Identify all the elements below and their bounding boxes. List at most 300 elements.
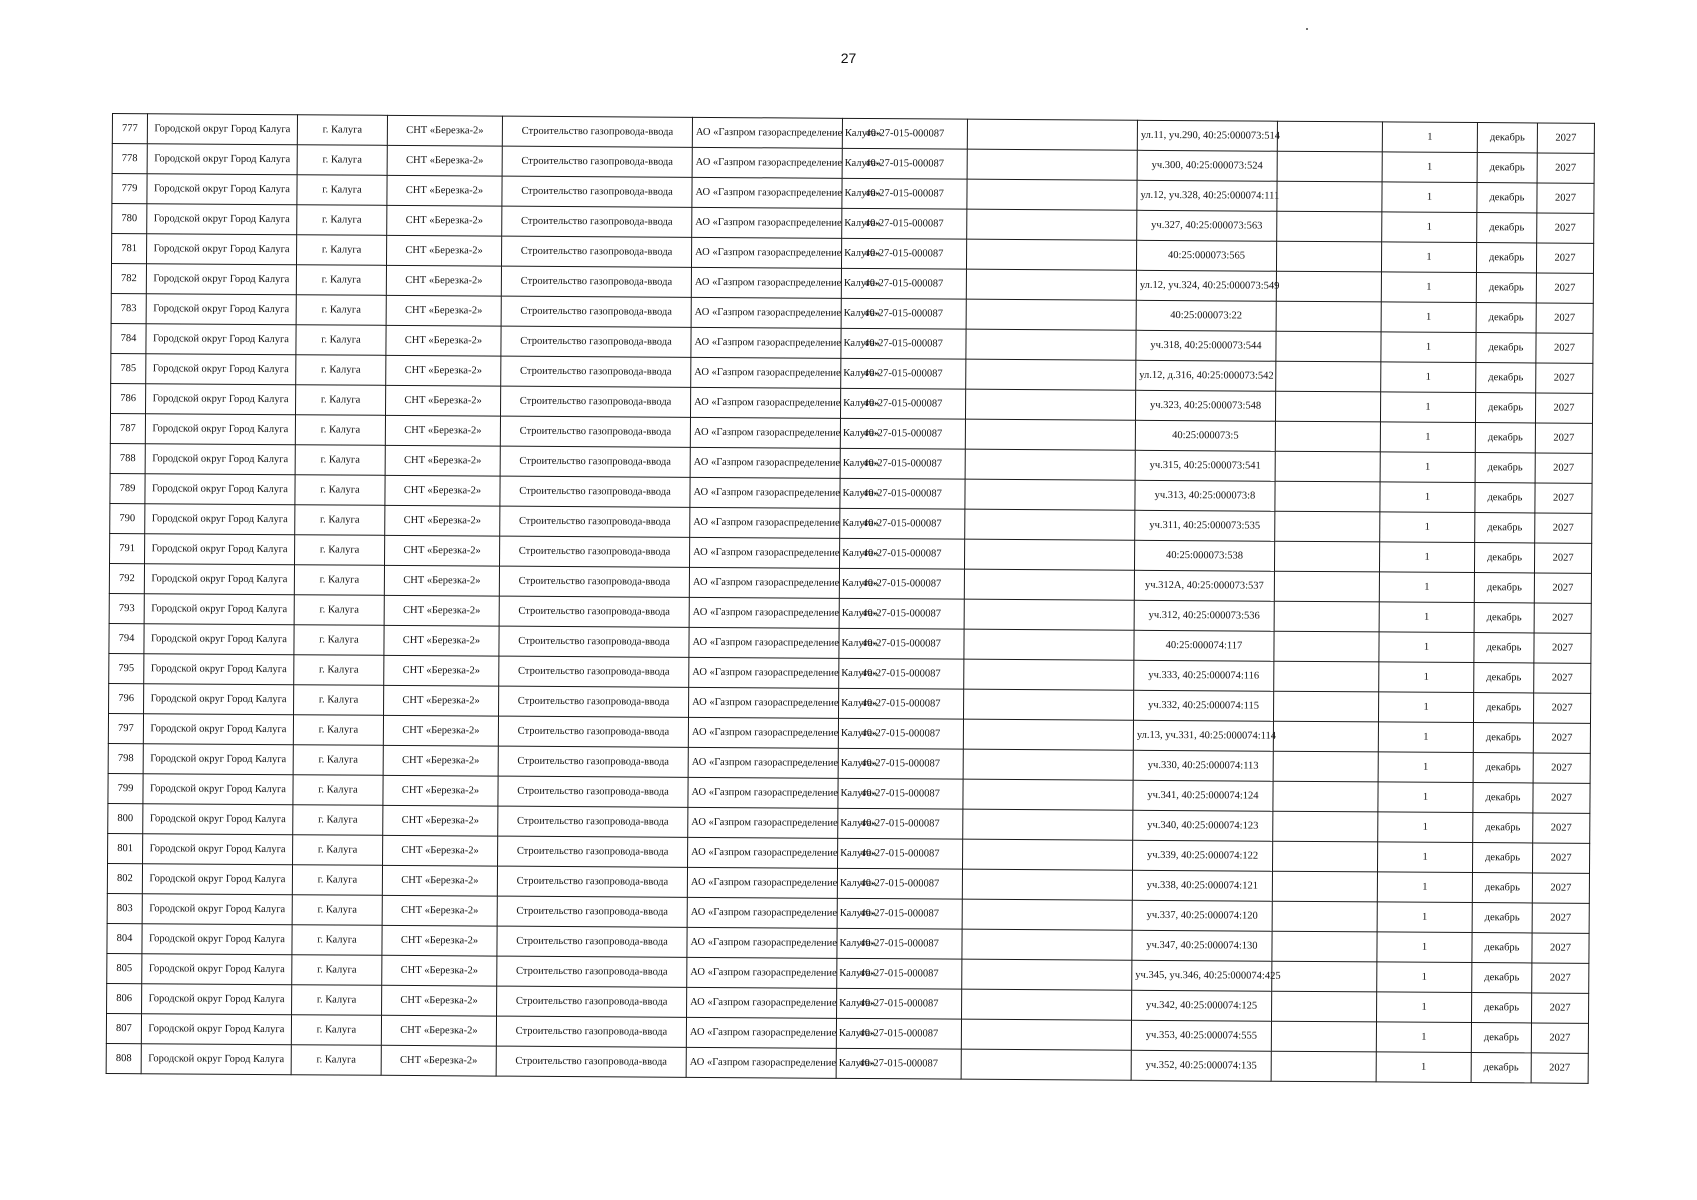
cell-empty-column-2 bbox=[1276, 361, 1381, 392]
cell-row-number: 786 bbox=[111, 383, 146, 413]
cell-year: 2027 bbox=[1534, 663, 1591, 693]
cell-empty-column-2 bbox=[1273, 691, 1378, 722]
cell-city: г. Калуга bbox=[293, 745, 383, 776]
cell-program-code: 40-27-015-000087 bbox=[836, 1048, 961, 1079]
cell-row-number: 790 bbox=[110, 503, 145, 533]
cell-program-code: 40-27-015-000087 bbox=[841, 328, 966, 359]
cell-row-number: 791 bbox=[110, 533, 145, 563]
cell-program-code: 40-27-015-000087 bbox=[841, 358, 966, 389]
cell-plot-address: уч.338, 40:25:000074:121 bbox=[1132, 870, 1272, 901]
cell-row-number: 784 bbox=[111, 323, 146, 353]
cell-quantity: 1 bbox=[1380, 452, 1475, 483]
cell-organization: АО «Газпром газораспределение Калуга» bbox=[688, 807, 838, 838]
cell-empty-column bbox=[963, 749, 1133, 780]
cell-works-type: Строительство газопровода-ввода bbox=[498, 776, 688, 807]
cell-month: декабрь bbox=[1473, 723, 1533, 753]
cell-works-type: Строительство газопровода-ввода bbox=[502, 146, 692, 177]
cell-month: декабрь bbox=[1472, 903, 1532, 933]
cell-empty-column bbox=[966, 359, 1136, 390]
cell-settlement: СНТ «Березка-2» bbox=[387, 175, 502, 206]
cell-year: 2027 bbox=[1536, 363, 1593, 393]
cell-row-number: 778 bbox=[112, 144, 147, 174]
cell-empty-column bbox=[966, 329, 1136, 360]
cell-month: декабрь bbox=[1475, 393, 1535, 423]
cell-year: 2027 bbox=[1535, 453, 1592, 483]
cell-settlement: СНТ «Березка-2» bbox=[384, 685, 499, 716]
cell-city: г. Калуга bbox=[293, 835, 383, 866]
cell-empty-column-2 bbox=[1276, 241, 1381, 272]
cell-city: г. Калуга bbox=[292, 955, 382, 986]
cell-organization: АО «Газпром газораспределение Калуга» bbox=[687, 867, 837, 898]
cell-plot-address: ул.12, д.316, 40:25:000073:542 bbox=[1136, 360, 1276, 391]
cell-empty-column-2 bbox=[1274, 571, 1379, 602]
cell-works-type: Строительство газопровода-ввода bbox=[496, 1016, 686, 1047]
cell-municipality: Городской округ Город Калуга bbox=[141, 1014, 291, 1045]
cell-settlement: СНТ «Березка-2» bbox=[383, 715, 498, 746]
cell-plot-address: уч.333, 40:25:000074:116 bbox=[1134, 660, 1274, 691]
cell-empty-column-2 bbox=[1272, 991, 1377, 1022]
cell-works-type: Строительство газопровода-ввода bbox=[500, 446, 690, 477]
cell-program-code: 40-27-015-000087 bbox=[839, 568, 964, 599]
cell-organization: АО «Газпром газораспределение Калуга» bbox=[691, 357, 841, 388]
cell-empty-column-2 bbox=[1275, 511, 1380, 542]
cell-empty-column bbox=[966, 239, 1136, 270]
cell-row-number: 806 bbox=[107, 983, 142, 1013]
cell-month: декабрь bbox=[1474, 603, 1534, 633]
cell-city: г. Калуга bbox=[292, 895, 382, 926]
cell-plot-address: уч.330, 40:25:000074:113 bbox=[1133, 750, 1273, 781]
cell-year: 2027 bbox=[1535, 483, 1592, 513]
cell-works-type: Строительство газопровода-ввода bbox=[496, 1046, 686, 1077]
cell-year: 2027 bbox=[1534, 573, 1591, 603]
cell-empty-column bbox=[965, 449, 1135, 480]
cell-plot-address: 40:25:000073:565 bbox=[1136, 240, 1276, 271]
cell-plot-address: уч.332, 40:25:000074:115 bbox=[1133, 690, 1273, 721]
cell-program-code: 40-27-015-000087 bbox=[838, 808, 963, 839]
cell-empty-column bbox=[966, 299, 1136, 330]
cell-month: декабрь bbox=[1473, 813, 1533, 843]
cell-month: декабрь bbox=[1472, 963, 1532, 993]
cell-settlement: СНТ «Березка-2» bbox=[386, 325, 501, 356]
cell-municipality: Городской округ Город Калуга bbox=[144, 684, 294, 715]
cell-settlement: СНТ «Березка-2» bbox=[381, 1045, 496, 1076]
cell-works-type: Строительство газопровода-ввода bbox=[497, 866, 687, 897]
cell-organization: АО «Газпром газораспределение Калуга» bbox=[690, 447, 840, 478]
cell-municipality: Городской округ Город Калуга bbox=[147, 234, 297, 265]
cell-organization: АО «Газпром газораспределение Калуга» bbox=[691, 237, 841, 268]
page-number: 27 bbox=[840, 50, 857, 66]
cell-quantity: 1 bbox=[1378, 722, 1473, 753]
cell-settlement: СНТ «Березка-2» bbox=[385, 475, 500, 506]
cell-month: декабрь bbox=[1473, 693, 1533, 723]
cell-city: г. Калуга bbox=[294, 625, 384, 656]
cell-city: г. Калуга bbox=[295, 415, 385, 446]
cell-row-number: 777 bbox=[112, 114, 147, 144]
cell-works-type: Строительство газопровода-ввода bbox=[497, 956, 687, 987]
cell-quantity: 1 bbox=[1379, 632, 1474, 663]
cell-quantity: 1 bbox=[1380, 512, 1475, 543]
cell-program-code: 40-27-015-000087 bbox=[841, 298, 966, 329]
cell-municipality: Городской округ Город Калуга bbox=[145, 414, 295, 445]
cell-empty-column-2 bbox=[1274, 661, 1379, 692]
cell-plot-address: уч.313, 40:25:000073:8 bbox=[1135, 480, 1275, 511]
cell-row-number: 808 bbox=[106, 1043, 141, 1073]
cell-empty-column bbox=[965, 419, 1135, 450]
cell-plot-address: 40:25:000074:117 bbox=[1134, 630, 1274, 661]
cell-organization: АО «Газпром газораспределение Калуга» bbox=[686, 1017, 836, 1048]
cell-municipality: Городской округ Город Калуга bbox=[142, 864, 292, 895]
cell-program-code: 40-27-015-000087 bbox=[842, 178, 967, 209]
cell-empty-column bbox=[962, 959, 1132, 990]
cell-works-type: Строительство газопровода-ввода bbox=[502, 176, 692, 207]
cell-month: декабрь bbox=[1474, 573, 1534, 603]
cell-year: 2027 bbox=[1533, 693, 1590, 723]
cell-works-type: Строительство газопровода-ввода bbox=[501, 266, 691, 297]
cell-works-type: Строительство газопровода-ввода bbox=[499, 596, 689, 627]
cell-row-number: 792 bbox=[109, 563, 144, 593]
cell-organization: АО «Газпром газораспределение Калуга» bbox=[691, 327, 841, 358]
cell-empty-column-2 bbox=[1277, 151, 1382, 182]
cell-empty-column-2 bbox=[1276, 331, 1381, 362]
cell-city: г. Калуга bbox=[293, 805, 383, 836]
cell-quantity: 1 bbox=[1377, 962, 1472, 993]
cell-quantity: 1 bbox=[1378, 782, 1473, 813]
cell-municipality: Городской округ Город Калуга bbox=[143, 744, 293, 775]
cell-works-type: Строительство газопровода-ввода bbox=[500, 386, 690, 417]
cell-quantity: 1 bbox=[1379, 662, 1474, 693]
cell-program-code: 40-27-015-000087 bbox=[838, 838, 963, 869]
cell-municipality: Городской округ Город Калуга bbox=[144, 654, 294, 685]
cell-works-type: Строительство газопровода-ввода bbox=[497, 986, 687, 1017]
cell-municipality: Городской округ Город Калуга bbox=[147, 144, 297, 175]
cell-empty-column bbox=[962, 899, 1132, 930]
cell-month: декабрь bbox=[1477, 123, 1537, 153]
cell-works-type: Строительство газопровода-ввода bbox=[498, 806, 688, 837]
cell-month: декабрь bbox=[1477, 213, 1537, 243]
cell-empty-column-2 bbox=[1272, 841, 1377, 872]
cell-city: г. Калуга bbox=[296, 295, 386, 326]
cell-empty-column bbox=[963, 839, 1133, 870]
cell-municipality: Городской округ Город Калуга bbox=[144, 564, 294, 595]
cell-empty-column bbox=[961, 1049, 1131, 1080]
cell-program-code: 40-27-015-000087 bbox=[838, 748, 963, 779]
cell-settlement: СНТ «Березка-2» bbox=[384, 565, 499, 596]
cell-organization: АО «Газпром газораспределение Калуга» bbox=[689, 597, 839, 628]
cell-plot-address: 40:25:000073:22 bbox=[1136, 300, 1276, 331]
cell-plot-address: ул.12, уч.324, 40:25:000073:549 bbox=[1136, 270, 1276, 301]
cell-municipality: Городской округ Город Калуга bbox=[143, 714, 293, 745]
cell-year: 2027 bbox=[1536, 243, 1593, 273]
cell-municipality: Городской округ Город Калуга bbox=[142, 924, 292, 955]
cell-empty-column bbox=[961, 1019, 1131, 1050]
cell-year: 2027 bbox=[1537, 213, 1594, 243]
cell-city: г. Калуга bbox=[297, 205, 387, 236]
cell-settlement: СНТ «Березка-2» bbox=[385, 505, 500, 536]
cell-works-type: Строительство газопровода-ввода bbox=[502, 206, 692, 237]
cell-municipality: Городской округ Город Калуга bbox=[145, 474, 295, 505]
cell-quantity: 1 bbox=[1378, 692, 1473, 723]
cell-works-type: Строительство газопровода-ввода bbox=[500, 476, 690, 507]
cell-city: г. Калуга bbox=[294, 685, 384, 716]
cell-month: декабрь bbox=[1477, 153, 1537, 183]
gas-pipeline-registry-table bbox=[106, 113, 1595, 1084]
cell-plot-address: уч.312А, 40:25:000073:537 bbox=[1134, 570, 1274, 601]
cell-municipality: Городской округ Город Калуга bbox=[144, 624, 294, 655]
cell-month: декабрь bbox=[1477, 183, 1537, 213]
cell-municipality: Городской округ Город Калуга bbox=[147, 174, 297, 205]
cell-year: 2027 bbox=[1535, 393, 1592, 423]
cell-plot-address: уч.353, 40:25:000074:555 bbox=[1131, 1020, 1271, 1051]
cell-empty-column bbox=[967, 179, 1137, 210]
cell-plot-address: ул.11, уч.290, 40:25:000073:514 bbox=[1137, 120, 1277, 151]
cell-empty-column-2 bbox=[1271, 1021, 1376, 1052]
cell-works-type: Строительство газопровода-ввода bbox=[498, 716, 688, 747]
cell-row-number: 793 bbox=[109, 593, 144, 623]
cell-program-code: 40-27-015-000087 bbox=[837, 898, 962, 929]
cell-program-code: 40-27-015-000087 bbox=[838, 778, 963, 809]
cell-program-code: 40-27-015-000087 bbox=[841, 238, 966, 269]
cell-empty-column-2 bbox=[1275, 481, 1380, 512]
cell-month: декабрь bbox=[1473, 783, 1533, 813]
cell-empty-column bbox=[965, 479, 1135, 510]
cell-month: декабрь bbox=[1471, 993, 1531, 1023]
cell-settlement: СНТ «Березка-2» bbox=[384, 595, 499, 626]
cell-works-type: Строительство газопровода-ввода bbox=[498, 746, 688, 777]
cell-works-type: Строительство газопровода-ввода bbox=[501, 326, 691, 357]
cell-program-code: 40-27-015-000087 bbox=[840, 418, 965, 449]
cell-year: 2027 bbox=[1533, 813, 1590, 843]
cell-row-number: 782 bbox=[111, 264, 146, 294]
cell-settlement: СНТ «Березка-2» bbox=[387, 145, 502, 176]
cell-month: декабрь bbox=[1475, 423, 1535, 453]
cell-empty-column-2 bbox=[1277, 181, 1382, 212]
cell-quantity: 1 bbox=[1378, 812, 1473, 843]
cell-year: 2027 bbox=[1534, 603, 1591, 633]
cell-empty-column bbox=[962, 929, 1132, 960]
cell-municipality: Городской округ Город Калуга bbox=[145, 534, 295, 565]
cell-works-type: Строительство газопровода-ввода bbox=[501, 236, 691, 267]
cell-organization: АО «Газпром газораспределение Калуга» bbox=[690, 417, 840, 448]
cell-plot-address: уч.323, 40:25:000073:548 bbox=[1135, 390, 1275, 421]
cell-empty-column bbox=[965, 509, 1135, 540]
cell-program-code: 40-27-015-000087 bbox=[839, 538, 964, 569]
cell-settlement: СНТ «Березка-2» bbox=[381, 1015, 496, 1046]
cell-settlement: СНТ «Березка-2» bbox=[386, 295, 501, 326]
cell-settlement: СНТ «Березка-2» bbox=[386, 385, 501, 416]
cell-program-code: 40-27-015-000087 bbox=[842, 148, 967, 179]
cell-program-code: 40-27-015-000087 bbox=[839, 628, 964, 659]
cell-organization: АО «Газпром газораспределение Калуга» bbox=[686, 1047, 836, 1078]
cell-program-code: 40-27-015-000087 bbox=[839, 658, 964, 689]
cell-month: декабрь bbox=[1472, 873, 1532, 903]
cell-settlement: СНТ «Березка-2» bbox=[382, 985, 497, 1016]
cell-row-number: 797 bbox=[108, 713, 143, 743]
cell-quantity: 1 bbox=[1379, 602, 1474, 633]
cell-month: декабрь bbox=[1475, 513, 1535, 543]
cell-empty-column bbox=[966, 269, 1136, 300]
cell-row-number: 798 bbox=[108, 743, 143, 773]
cell-organization: АО «Газпром газораспределение Калуга» bbox=[688, 777, 838, 808]
cell-month: декабрь bbox=[1472, 843, 1532, 873]
cell-municipality: Городской округ Город Калуга bbox=[142, 954, 292, 985]
cell-quantity: 1 bbox=[1381, 242, 1476, 273]
cell-empty-column bbox=[963, 689, 1133, 720]
cell-plot-address: уч.339, 40:25:000074:122 bbox=[1133, 840, 1273, 871]
cell-city: г. Калуга bbox=[297, 115, 387, 146]
cell-row-number: 785 bbox=[111, 353, 146, 383]
cell-plot-address: уч.311, 40:25:000073:535 bbox=[1135, 510, 1275, 541]
cell-month: декабрь bbox=[1476, 273, 1536, 303]
cell-quantity: 1 bbox=[1382, 152, 1477, 183]
cell-row-number: 794 bbox=[109, 623, 144, 653]
cell-month: декабрь bbox=[1475, 483, 1535, 513]
cell-quantity: 1 bbox=[1377, 842, 1472, 873]
cell-program-code: 40-27-015-000087 bbox=[837, 868, 962, 899]
cell-plot-address: уч.347, 40:25:000074:130 bbox=[1132, 930, 1272, 961]
cell-municipality: Городской округ Город Калуга bbox=[146, 384, 296, 415]
cell-empty-column-2 bbox=[1273, 811, 1378, 842]
cell-works-type: Строительство газопровода-ввода bbox=[502, 116, 692, 147]
cell-plot-address: уч.300, 40:25:000073:524 bbox=[1137, 150, 1277, 181]
cell-city: г. Калуга bbox=[296, 235, 386, 266]
cell-organization: АО «Газпром газораспределение Калуга» bbox=[691, 267, 841, 298]
cell-empty-column-2 bbox=[1277, 121, 1382, 152]
cell-program-code: 40-27-015-000087 bbox=[839, 598, 964, 629]
cell-month: декабрь bbox=[1476, 303, 1536, 333]
cell-quantity: 1 bbox=[1376, 992, 1471, 1023]
cell-empty-column-2 bbox=[1271, 1051, 1376, 1082]
cell-empty-column-2 bbox=[1272, 871, 1377, 902]
cell-organization: АО «Газпром газораспределение Калуга» bbox=[687, 957, 837, 988]
cell-month: декабрь bbox=[1474, 633, 1534, 663]
cell-plot-address: уч.312, 40:25:000073:536 bbox=[1134, 600, 1274, 631]
cell-municipality: Городской округ Город Калуга bbox=[147, 204, 297, 235]
cell-municipality: Городской округ Город Калуга bbox=[143, 834, 293, 865]
cell-year: 2027 bbox=[1537, 123, 1594, 153]
cell-settlement: СНТ «Березка-2» bbox=[384, 625, 499, 656]
cell-municipality: Городской округ Город Калуга bbox=[143, 774, 293, 805]
cell-organization: АО «Газпром газораспределение Калуга» bbox=[688, 747, 838, 778]
cell-row-number: 802 bbox=[107, 863, 142, 893]
cell-works-type: Строительство газопровода-ввода bbox=[499, 686, 689, 717]
cell-municipality: Городской округ Город Калуга bbox=[142, 984, 292, 1015]
cell-empty-column-2 bbox=[1277, 211, 1382, 242]
cell-quantity: 1 bbox=[1377, 932, 1472, 963]
cell-quantity: 1 bbox=[1381, 302, 1476, 333]
cell-row-number: 783 bbox=[111, 293, 146, 323]
cell-quantity: 1 bbox=[1380, 392, 1475, 423]
scan-speck bbox=[1306, 28, 1308, 30]
cell-city: г. Калуга bbox=[294, 595, 384, 626]
cell-program-code: 40-27-015-000087 bbox=[840, 448, 965, 479]
cell-organization: АО «Газпром газораспределение Калуга» bbox=[689, 657, 839, 688]
cell-city: г. Калуга bbox=[296, 265, 386, 296]
cell-program-code: 40-27-015-000087 bbox=[842, 118, 967, 149]
cell-city: г. Калуга bbox=[294, 565, 384, 596]
cell-row-number: 805 bbox=[107, 953, 142, 983]
cell-empty-column bbox=[962, 869, 1132, 900]
cell-month: декабрь bbox=[1474, 543, 1534, 573]
cell-row-number: 788 bbox=[110, 443, 145, 473]
cell-city: г. Калуга bbox=[295, 505, 385, 536]
cell-row-number: 795 bbox=[109, 653, 144, 683]
cell-works-type: Строительство газопровода-ввода bbox=[499, 626, 689, 657]
cell-program-code: 40-27-015-000087 bbox=[840, 388, 965, 419]
cell-quantity: 1 bbox=[1378, 752, 1473, 783]
cell-settlement: СНТ «Березка-2» bbox=[382, 865, 497, 896]
cell-municipality: Городской округ Город Калуга bbox=[146, 264, 296, 295]
cell-empty-column bbox=[964, 539, 1134, 570]
cell-plot-address: уч.337, 40:25:000074:120 bbox=[1132, 900, 1272, 931]
cell-year: 2027 bbox=[1531, 993, 1588, 1023]
cell-program-code: 40-27-015-000087 bbox=[841, 268, 966, 299]
cell-city: г. Калуга bbox=[295, 445, 385, 476]
cell-empty-column-2 bbox=[1274, 541, 1379, 572]
cell-works-type: Строительство газопровода-ввода bbox=[501, 296, 691, 327]
cell-settlement: СНТ «Березка-2» bbox=[385, 445, 500, 476]
cell-organization: АО «Газпром газораспределение Калуга» bbox=[689, 567, 839, 598]
cell-organization: АО «Газпром газораспределение Калуга» bbox=[692, 147, 842, 178]
cell-municipality: Городской округ Город Калуга bbox=[146, 324, 296, 355]
cell-quantity: 1 bbox=[1381, 332, 1476, 363]
cell-row-number: 803 bbox=[107, 893, 142, 923]
cell-quantity: 1 bbox=[1380, 422, 1475, 453]
cell-year: 2027 bbox=[1532, 843, 1589, 873]
cell-organization: АО «Газпром газораспределение Калуга» bbox=[689, 687, 839, 718]
cell-empty-column-2 bbox=[1276, 301, 1381, 332]
cell-quantity: 1 bbox=[1379, 572, 1474, 603]
cell-organization: АО «Газпром газораспределение Калуга» bbox=[687, 927, 837, 958]
cell-empty-column bbox=[967, 209, 1137, 240]
cell-year: 2027 bbox=[1532, 873, 1589, 903]
cell-empty-column-2 bbox=[1274, 601, 1379, 632]
cell-empty-column bbox=[964, 629, 1134, 660]
cell-city: г. Калуга bbox=[296, 385, 386, 416]
cell-year: 2027 bbox=[1536, 273, 1593, 303]
cell-program-code: 40-27-015-000087 bbox=[842, 208, 967, 239]
cell-settlement: СНТ «Березка-2» bbox=[387, 205, 502, 236]
cell-row-number: 799 bbox=[108, 773, 143, 803]
cell-plot-address: уч.315, 40:25:000073:541 bbox=[1135, 450, 1275, 481]
cell-settlement: СНТ «Березка-2» bbox=[385, 415, 500, 446]
cell-settlement: СНТ «Березка-2» bbox=[386, 235, 501, 266]
cell-settlement: СНТ «Березка-2» bbox=[382, 925, 497, 956]
cell-works-type: Строительство газопровода-ввода bbox=[500, 416, 690, 447]
cell-program-code: 40-27-015-000087 bbox=[836, 1018, 961, 1049]
cell-municipality: Городской округ Город Калуга bbox=[141, 1044, 291, 1075]
cell-quantity: 1 bbox=[1376, 1022, 1471, 1053]
cell-empty-column bbox=[963, 809, 1133, 840]
cell-row-number: 787 bbox=[110, 413, 145, 443]
cell-empty-column-2 bbox=[1273, 721, 1378, 752]
cell-year: 2027 bbox=[1534, 633, 1591, 663]
cell-empty-column bbox=[967, 119, 1137, 150]
cell-city: г. Калуга bbox=[294, 655, 384, 686]
cell-works-type: Строительство газопровода-ввода bbox=[499, 656, 689, 687]
cell-empty-column-2 bbox=[1274, 631, 1379, 662]
cell-settlement: СНТ «Березка-2» bbox=[383, 835, 498, 866]
cell-city: г. Калуга bbox=[292, 925, 382, 956]
cell-year: 2027 bbox=[1531, 1023, 1588, 1053]
cell-settlement: СНТ «Березка-2» bbox=[386, 265, 501, 296]
cell-year: 2027 bbox=[1536, 333, 1593, 363]
cell-row-number: 800 bbox=[108, 803, 143, 833]
cell-year: 2027 bbox=[1532, 933, 1589, 963]
cell-municipality: Городской округ Город Калуга bbox=[145, 504, 295, 535]
cell-settlement: СНТ «Березка-2» bbox=[383, 805, 498, 836]
cell-organization: АО «Газпром газораспределение Калуга» bbox=[692, 117, 842, 148]
cell-plot-address: 40:25:000073:538 bbox=[1134, 540, 1274, 571]
